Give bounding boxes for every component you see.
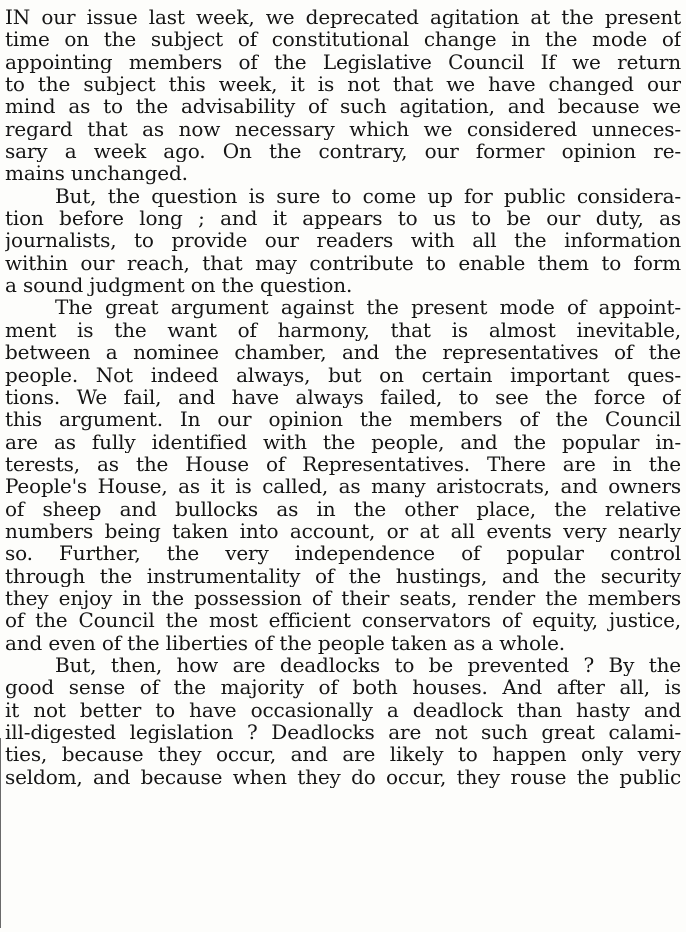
- text-line: to the subject this week, it is not that we have changed our: [5, 73, 681, 96]
- text-line: are as fully identified with the people, and the popular in-: [5, 430, 681, 453]
- text-line: people. Not indeed always, but on certain important ques-: [5, 363, 681, 386]
- text-line: IN our issue last week, we deprecated agitation at the present: [5, 6, 681, 29]
- text-line: within our reach, that may contribute to enable them to form: [5, 251, 681, 275]
- text-line: they enjoy in the possession of their seats, render the members: [5, 586, 681, 610]
- text-line: a sound judgment on the question.: [5, 274, 353, 297]
- text-line: mains unchanged.: [5, 162, 188, 185]
- paragraph-3: [5, 296, 681, 654]
- text-line: sary a week ago. On the contrary, our former opinion re-: [5, 140, 681, 163]
- text-line: But, the question is sure to come up for public considera-: [55, 184, 681, 208]
- column-rule: [0, 738, 1, 928]
- paragraph-1: [5, 6, 681, 185]
- text-line: between a nominee chamber, and the representatives of the: [5, 341, 681, 364]
- text-line: ill-digested legislation ? Deadlocks are not such great calami-: [5, 721, 681, 744]
- text-line: ment is the want of harmony, that is almost inevitable,: [5, 318, 681, 342]
- text-line: tion before long ; and it appears to us to be our duty, as: [5, 207, 681, 230]
- text-line: terests, as the House of Representatives. There are in the: [5, 452, 681, 476]
- paragraph-4: [5, 654, 681, 788]
- text-line: tions. We fail, and have always failed, to see the force of: [5, 385, 681, 409]
- text-line: seldom, and because when they do occur, they rouse the public: [5, 765, 681, 789]
- text-line: The great argument against the present mode of appoint-: [55, 296, 681, 319]
- text-line: numbers being taken into account, or at all events very nearly: [5, 519, 681, 543]
- paragraph-2: [5, 185, 681, 297]
- text-line: through the instrumentality of the hustings, and the security: [5, 564, 681, 587]
- text-line: of sheep and bullocks as in the other place, the relative: [5, 497, 681, 520]
- text-line: and even of the liberties of the people taken as a whole.: [5, 631, 566, 654]
- text-line: journalists, to provide our readers with all the information: [5, 229, 681, 252]
- text-line: regard that as now necessary which we considered unneces-: [5, 117, 681, 141]
- text-line: time on the subject of constitutional change in the mode of: [5, 28, 681, 51]
- text-line: of the Council the most efficient conservators of equity, justice,: [5, 609, 681, 632]
- text-line: appointing members of the Legislative Council If we return: [5, 50, 681, 74]
- text-line: But, then, how are deadlocks to be prevented ? By the: [55, 653, 681, 677]
- text-line: ties, because they occur, and are likely to happen only very: [5, 743, 681, 766]
- text-line: good sense of the majority of both houses. And after all, is: [5, 676, 681, 699]
- text-line: so. Further, the very independence of popular control: [5, 542, 681, 565]
- text-line: People's House, as it is called, as many aristocrats, and owners: [5, 475, 681, 498]
- text-line: it not better to have occasionally a deadlock than hasty and: [5, 698, 681, 721]
- text-line: this argument. In our opinion the members of the Council: [5, 408, 681, 431]
- text-line: mind as to the advisability of such agitation, and because we: [5, 95, 681, 118]
- article-column: [5, 6, 681, 788]
